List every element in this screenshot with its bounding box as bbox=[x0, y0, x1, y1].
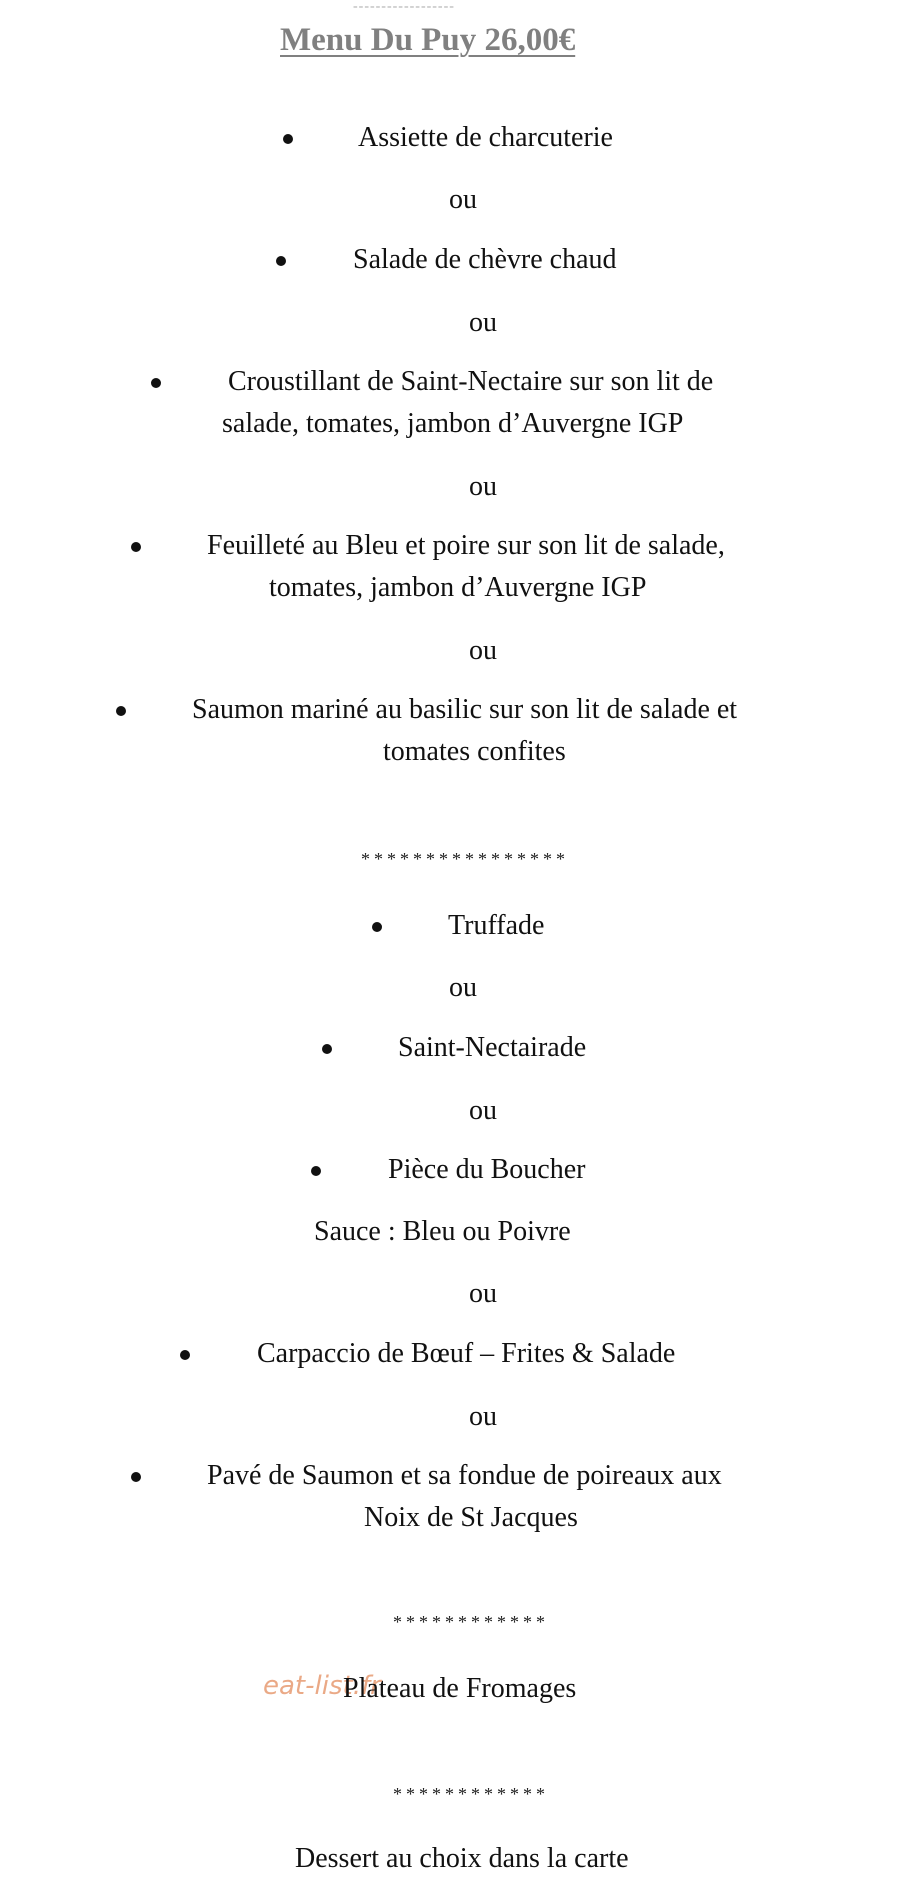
dessert-item: Dessert au choix dans la carte bbox=[295, 1843, 629, 1874]
entree-item-1: Assiette de charcuterie bbox=[358, 122, 613, 153]
entree-item-5-line-2: tomates confites bbox=[383, 736, 566, 767]
bullet-icon bbox=[283, 134, 293, 144]
plat-item-3: Pièce du Boucher bbox=[388, 1154, 586, 1185]
bullet-icon bbox=[151, 378, 161, 388]
plat-item-5-line-2: Noix de St Jacques bbox=[364, 1502, 578, 1533]
watermark-logo: eat-list.fr bbox=[263, 1671, 381, 1701]
plat-item-1: Truffade bbox=[448, 910, 545, 941]
bullet-icon bbox=[276, 256, 286, 266]
section-separator: ************ bbox=[393, 1612, 549, 1632]
entree-item-4-line-2: tomates, jambon d’Auvergne IGP bbox=[269, 572, 647, 603]
entree-item-3-line-1: Croustillant de Saint-Nectaire sur son lit de bbox=[228, 366, 714, 397]
entree-item-5-line-1: Saumon mariné au basilic sur son lit de salade et bbox=[192, 694, 738, 725]
plat-item-4: Carpaccio de Bœuf – Frites & Salade bbox=[257, 1338, 676, 1369]
sauce-note: Sauce : Bleu ou Poivre bbox=[314, 1216, 571, 1247]
entree-item-3-line-2: salade, tomates, jambon d’Auvergne IGP bbox=[222, 408, 684, 439]
ou-separator: ou bbox=[469, 307, 497, 338]
ou-separator: ou bbox=[469, 635, 497, 666]
bullet-icon bbox=[372, 922, 382, 932]
section-separator: **************** bbox=[361, 849, 569, 869]
bullet-icon bbox=[131, 542, 141, 552]
bullet-icon bbox=[322, 1044, 332, 1054]
bullet-icon bbox=[116, 706, 126, 716]
menu-title: Menu Du Puy 26,00€ bbox=[280, 22, 576, 58]
top-dashes: ------------------ bbox=[353, 0, 455, 14]
entree-item-2: Salade de chèvre chaud bbox=[353, 244, 617, 275]
ou-separator: ou bbox=[469, 1278, 497, 1309]
plat-item-2: Saint-Nectairade bbox=[398, 1032, 587, 1063]
ou-separator: ou bbox=[469, 471, 497, 502]
bullet-icon bbox=[131, 1472, 141, 1482]
plat-item-5-line-1: Pavé de Saumon et sa fondue de poireaux aux bbox=[207, 1460, 722, 1491]
section-separator: ************ bbox=[393, 1784, 549, 1804]
ou-separator: ou bbox=[449, 184, 477, 215]
bullet-icon bbox=[180, 1350, 190, 1360]
fromages-item: Plateau de Fromages bbox=[343, 1673, 577, 1704]
ou-separator: ou bbox=[469, 1401, 497, 1432]
ou-separator: ou bbox=[449, 972, 477, 1003]
bullet-icon bbox=[311, 1166, 321, 1176]
entree-item-4-line-1: Feuilleté au Bleu et poire sur son lit de salade, bbox=[207, 530, 725, 561]
ou-separator: ou bbox=[469, 1095, 497, 1126]
